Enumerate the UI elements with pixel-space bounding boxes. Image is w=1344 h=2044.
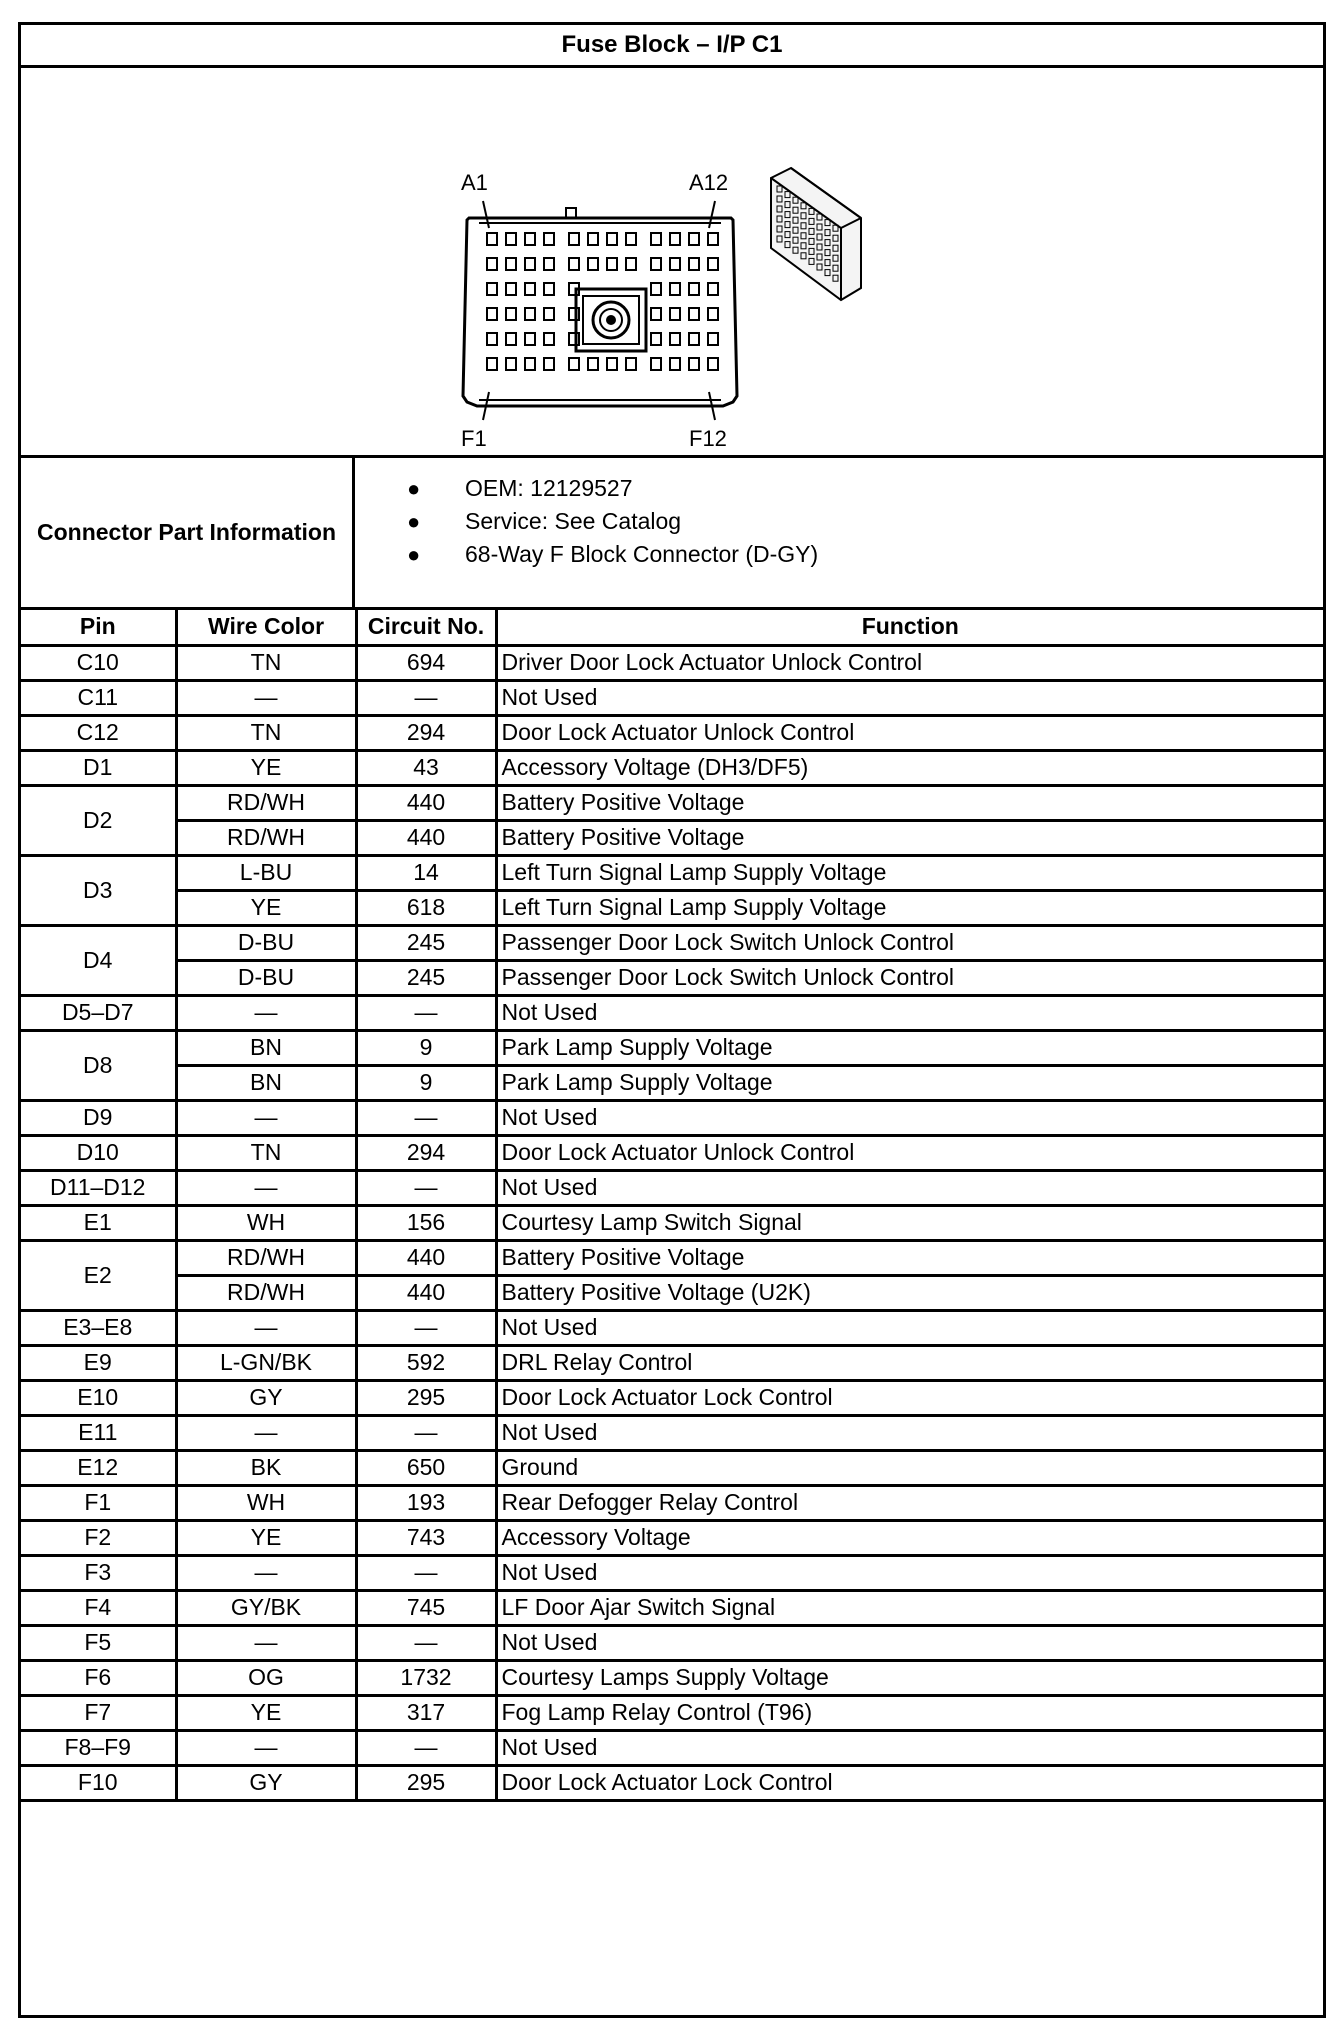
cell-function: Door Lock Actuator Lock Control <box>496 1765 1323 1800</box>
terminal-cavity <box>651 333 661 345</box>
cell-pin: D8 <box>21 1030 176 1100</box>
terminal-cavity <box>670 258 680 270</box>
table-row <box>21 1380 1323 1415</box>
connector-sheet <box>18 22 1326 2018</box>
connector-part-info-label: Connector Part Information <box>21 458 355 607</box>
terminal-cavity <box>544 333 554 345</box>
table-row <box>21 1520 1323 1555</box>
cell-function: Left Turn Signal Lamp Supply Voltage <box>496 855 1323 890</box>
cell-circuit-no: 295 <box>356 1765 496 1800</box>
cell-wire-color: RD/WH <box>176 1275 356 1310</box>
terminal-cavity <box>651 308 661 320</box>
cell-wire-color: — <box>176 1170 356 1205</box>
cell-wire-color: GY <box>176 1765 356 1800</box>
cell-pin: E3–E8 <box>21 1310 176 1345</box>
cell-function: Battery Positive Voltage <box>496 1240 1323 1275</box>
cell-wire-color: TN <box>176 1135 356 1170</box>
cell-circuit-no: 440 <box>356 1240 496 1275</box>
terminal-cavity <box>670 333 680 345</box>
cell-wire-color: — <box>176 1310 356 1345</box>
cell-wire-color: GY/BK <box>176 1590 356 1625</box>
cell-wire-color: BN <box>176 1065 356 1100</box>
table-row <box>21 1450 1323 1485</box>
table-row <box>21 750 1323 785</box>
terminal-cavity <box>569 358 579 370</box>
cell-function: Accessory Voltage <box>496 1520 1323 1555</box>
cell-function: Not Used <box>496 1170 1323 1205</box>
cell-wire-color: YE <box>176 890 356 925</box>
terminal-cavity <box>651 358 661 370</box>
cell-circuit-no: 14 <box>356 855 496 890</box>
cell-function: Fog Lamp Relay Control (T96) <box>496 1695 1323 1730</box>
cell-circuit-no: 592 <box>356 1345 496 1380</box>
cell-circuit-no: — <box>356 1100 496 1135</box>
label-f1: F1 <box>461 426 487 451</box>
terminal-cavity <box>569 233 579 245</box>
cell-pin: D1 <box>21 750 176 785</box>
terminal-cavity <box>506 233 516 245</box>
cell-wire-color: RD/WH <box>176 820 356 855</box>
terminal-cavity <box>651 233 661 245</box>
cell-wire-color: — <box>176 1730 356 1765</box>
label-f12: F12 <box>689 426 727 451</box>
cell-wire-color: D-BU <box>176 960 356 995</box>
terminal-cavity <box>544 358 554 370</box>
cell-function: Courtesy Lamps Supply Voltage <box>496 1660 1323 1695</box>
cell-circuit-no: 156 <box>356 1205 496 1240</box>
terminal-cavity <box>525 283 535 295</box>
cell-pin: F6 <box>21 1660 176 1695</box>
cell-wire-color: — <box>176 1625 356 1660</box>
info-item-description: ● 68-Way F Block Connector (D-GY) <box>355 538 1323 571</box>
pinout-table-body <box>21 645 1323 1800</box>
terminal-cavity <box>506 258 516 270</box>
cell-function: Battery Positive Voltage <box>496 785 1323 820</box>
table-row <box>21 1590 1323 1625</box>
table-row <box>21 1240 1323 1275</box>
pinout-table <box>21 610 1323 1802</box>
terminal-cavity <box>588 233 598 245</box>
table-row <box>21 1485 1323 1520</box>
table-row <box>21 1730 1323 1765</box>
terminal-cavity <box>588 258 598 270</box>
terminal-cavity <box>651 283 661 295</box>
terminal-cavity <box>626 233 636 245</box>
cell-wire-color: YE <box>176 750 356 785</box>
header-wire-color: Wire Color <box>176 610 356 645</box>
terminal-cavity <box>670 233 680 245</box>
terminal-cavity <box>544 283 554 295</box>
header-function: Function <box>496 610 1323 645</box>
cell-wire-color: RD/WH <box>176 785 356 820</box>
terminal-cavity <box>525 333 535 345</box>
cell-wire-color: YE <box>176 1695 356 1730</box>
cell-wire-color: TN <box>176 645 356 680</box>
cell-circuit-no: — <box>356 1625 496 1660</box>
table-row <box>21 1765 1323 1800</box>
cell-circuit-no: 440 <box>356 820 496 855</box>
cell-circuit-no: 294 <box>356 1135 496 1170</box>
cell-function: Courtesy Lamp Switch Signal <box>496 1205 1323 1240</box>
cell-pin: D10 <box>21 1135 176 1170</box>
cell-circuit-no: — <box>356 995 496 1030</box>
cell-circuit-no: 317 <box>356 1695 496 1730</box>
table-row <box>21 855 1323 890</box>
cell-function: Passenger Door Lock Switch Unlock Control <box>496 925 1323 960</box>
cell-pin: D9 <box>21 1100 176 1135</box>
cell-wire-color: L-BU <box>176 855 356 890</box>
cell-function: Battery Positive Voltage (U2K) <box>496 1275 1323 1310</box>
cell-wire-color: — <box>176 1415 356 1450</box>
table-row <box>21 1695 1323 1730</box>
header-circuit-no: Circuit No. <box>356 610 496 645</box>
terminal-cavity <box>487 233 497 245</box>
cell-pin: C10 <box>21 645 176 680</box>
terminal-cavity <box>626 358 636 370</box>
cell-function: Not Used <box>496 1730 1323 1765</box>
cell-circuit-no: 43 <box>356 750 496 785</box>
table-row <box>21 1625 1323 1660</box>
bullet-icon: ● <box>407 541 421 567</box>
table-row <box>21 1415 1323 1450</box>
terminal-cavity <box>569 258 579 270</box>
terminal-cavity <box>607 258 617 270</box>
connector-housing <box>463 218 737 406</box>
table-row <box>21 1555 1323 1590</box>
table-row <box>21 995 1323 1030</box>
table-row <box>21 1310 1323 1345</box>
cell-circuit-no: — <box>356 680 496 715</box>
cell-function: Door Lock Actuator Unlock Control <box>496 715 1323 750</box>
cell-pin: D5–D7 <box>21 995 176 1030</box>
cell-circuit-no: 745 <box>356 1590 496 1625</box>
cell-function: Not Used <box>496 1625 1323 1660</box>
table-row <box>21 680 1323 715</box>
cell-pin: F1 <box>21 1485 176 1520</box>
terminal-cavity <box>670 308 680 320</box>
terminal-cavity <box>506 308 516 320</box>
terminal-cavity <box>708 283 718 295</box>
cell-circuit-no: 694 <box>356 645 496 680</box>
table-row <box>21 1660 1323 1695</box>
table-row <box>21 1345 1323 1380</box>
cell-wire-color: — <box>176 1100 356 1135</box>
terminal-cavity <box>506 358 516 370</box>
terminal-cavity <box>525 258 535 270</box>
terminal-cavity <box>525 358 535 370</box>
cell-circuit-no: — <box>356 1730 496 1765</box>
cell-pin: F5 <box>21 1625 176 1660</box>
cell-wire-color: GY <box>176 1380 356 1415</box>
terminal-cavity <box>708 358 718 370</box>
table-row <box>21 1135 1323 1170</box>
terminal-cavity <box>607 233 617 245</box>
cell-pin: D4 <box>21 925 176 995</box>
cell-circuit-no: 9 <box>356 1030 496 1065</box>
cell-wire-color: — <box>176 995 356 1030</box>
cell-circuit-no: 294 <box>356 715 496 750</box>
cell-pin: E10 <box>21 1380 176 1415</box>
cell-wire-color: TN <box>176 715 356 750</box>
bullet-icon: ● <box>407 508 421 534</box>
terminal-cavity <box>689 258 699 270</box>
terminal-cavity <box>708 258 718 270</box>
table-row <box>21 890 1323 925</box>
cell-pin: E11 <box>21 1415 176 1450</box>
cell-wire-color: OG <box>176 1660 356 1695</box>
info-item-oem: ● OEM: 12129527 <box>355 472 1323 505</box>
cell-function: Rear Defogger Relay Control <box>496 1485 1323 1520</box>
cell-pin: C12 <box>21 715 176 750</box>
connector-face-diagram <box>21 68 1323 455</box>
cell-pin: F7 <box>21 1695 176 1730</box>
cell-pin: D11–D12 <box>21 1170 176 1205</box>
table-row <box>21 925 1323 960</box>
cell-wire-color: — <box>176 680 356 715</box>
terminal-cavity <box>487 358 497 370</box>
bullet-icon: ● <box>407 475 421 501</box>
terminal-cavity <box>626 258 636 270</box>
terminal-cavity <box>689 358 699 370</box>
cell-wire-color: WH <box>176 1205 356 1240</box>
table-row <box>21 785 1323 820</box>
cell-pin: D3 <box>21 855 176 925</box>
terminal-cavity <box>544 233 554 245</box>
cell-pin: F4 <box>21 1590 176 1625</box>
cell-circuit-no: 618 <box>356 890 496 925</box>
label-a12: A12 <box>689 170 729 195</box>
cell-circuit-no: 743 <box>356 1520 496 1555</box>
cell-function: Park Lamp Supply Voltage <box>496 1030 1323 1065</box>
cell-circuit-no: 193 <box>356 1485 496 1520</box>
terminal-cavity <box>708 233 718 245</box>
cell-function: Park Lamp Supply Voltage <box>496 1065 1323 1100</box>
terminal-cavity <box>651 258 661 270</box>
cell-function: Not Used <box>496 1310 1323 1345</box>
table-row <box>21 1030 1323 1065</box>
terminal-cavity <box>487 333 497 345</box>
table-row <box>21 715 1323 750</box>
terminal-cavity <box>689 283 699 295</box>
table-row <box>21 1100 1323 1135</box>
terminal-cavity <box>670 283 680 295</box>
cell-circuit-no: 650 <box>356 1450 496 1485</box>
cell-pin: C11 <box>21 680 176 715</box>
cell-circuit-no: — <box>356 1310 496 1345</box>
cell-function: Not Used <box>496 995 1323 1030</box>
cell-function: Driver Door Lock Actuator Unlock Control <box>496 645 1323 680</box>
cell-circuit-no: — <box>356 1555 496 1590</box>
cell-function: Ground <box>496 1450 1323 1485</box>
terminal-cavity <box>525 233 535 245</box>
cell-circuit-no: 1732 <box>356 1660 496 1695</box>
cell-circuit-no: — <box>356 1170 496 1205</box>
cell-pin: E9 <box>21 1345 176 1380</box>
table-row <box>21 960 1323 995</box>
terminal-cavity <box>487 283 497 295</box>
cell-function: Passenger Door Lock Switch Unlock Control <box>496 960 1323 995</box>
cell-wire-color: D-BU <box>176 925 356 960</box>
terminal-cavity <box>525 308 535 320</box>
cell-pin: F2 <box>21 1520 176 1555</box>
table-row <box>21 820 1323 855</box>
cell-function: Battery Positive Voltage <box>496 820 1323 855</box>
table-row <box>21 1205 1323 1240</box>
cell-function: DRL Relay Control <box>496 1345 1323 1380</box>
cell-wire-color: BN <box>176 1030 356 1065</box>
table-header-row <box>21 610 1323 645</box>
cell-wire-color: L-GN/BK <box>176 1345 356 1380</box>
cell-circuit-no: 245 <box>356 960 496 995</box>
header-pin: Pin <box>21 610 176 645</box>
terminal-cavity <box>544 258 554 270</box>
terminal-cavity <box>670 358 680 370</box>
cell-wire-color: — <box>176 1555 356 1590</box>
cell-pin: F10 <box>21 1765 176 1800</box>
terminal-cavity <box>506 283 516 295</box>
terminal-cavity <box>689 308 699 320</box>
terminal-cavity <box>607 358 617 370</box>
cell-function: Left Turn Signal Lamp Supply Voltage <box>496 890 1323 925</box>
cell-function: Door Lock Actuator Unlock Control <box>496 1135 1323 1170</box>
connector-iso-thumbnail <box>771 168 861 300</box>
terminal-cavity <box>708 333 718 345</box>
terminal-cavity <box>689 333 699 345</box>
cell-wire-color: BK <box>176 1450 356 1485</box>
cell-pin: E12 <box>21 1450 176 1485</box>
table-row <box>21 645 1323 680</box>
cell-function: Not Used <box>496 1555 1323 1590</box>
cell-circuit-no: 245 <box>356 925 496 960</box>
cell-wire-color: WH <box>176 1485 356 1520</box>
cell-circuit-no: 440 <box>356 1275 496 1310</box>
info-item-service: ● Service: See Catalog <box>355 505 1323 538</box>
cell-circuit-no: 9 <box>356 1065 496 1100</box>
cell-pin: D2 <box>21 785 176 855</box>
cell-function: Door Lock Actuator Lock Control <box>496 1380 1323 1415</box>
cell-pin: F3 <box>21 1555 176 1590</box>
table-row <box>21 1170 1323 1205</box>
terminal-cavity-grid <box>487 233 718 370</box>
table-row <box>21 1275 1323 1310</box>
table-row <box>21 1065 1323 1100</box>
terminal-cavity <box>487 258 497 270</box>
terminal-cavity <box>588 358 598 370</box>
cell-pin: E1 <box>21 1205 176 1240</box>
terminal-cavity <box>506 333 516 345</box>
connector-part-info-list <box>355 458 1323 607</box>
cell-pin: F8–F9 <box>21 1730 176 1765</box>
page-title: Fuse Block – I/P C1 <box>21 25 1323 68</box>
connector-figure <box>21 68 1323 458</box>
cell-wire-color: RD/WH <box>176 1240 356 1275</box>
terminal-cavity <box>689 233 699 245</box>
cell-function: LF Door Ajar Switch Signal <box>496 1590 1323 1625</box>
cell-circuit-no: — <box>356 1415 496 1450</box>
terminal-cavity <box>708 308 718 320</box>
label-a1: A1 <box>461 170 488 195</box>
terminal-cavity <box>544 308 554 320</box>
cell-wire-color: YE <box>176 1520 356 1555</box>
cell-function: Not Used <box>496 680 1323 715</box>
cell-circuit-no: 295 <box>356 1380 496 1415</box>
terminal-cavity <box>487 308 497 320</box>
connector-part-info <box>21 458 1323 610</box>
cell-function: Not Used <box>496 1415 1323 1450</box>
cell-pin: E2 <box>21 1240 176 1310</box>
cell-function: Not Used <box>496 1100 1323 1135</box>
cell-function: Accessory Voltage (DH3/DF5) <box>496 750 1323 785</box>
cell-circuit-no: 440 <box>356 785 496 820</box>
